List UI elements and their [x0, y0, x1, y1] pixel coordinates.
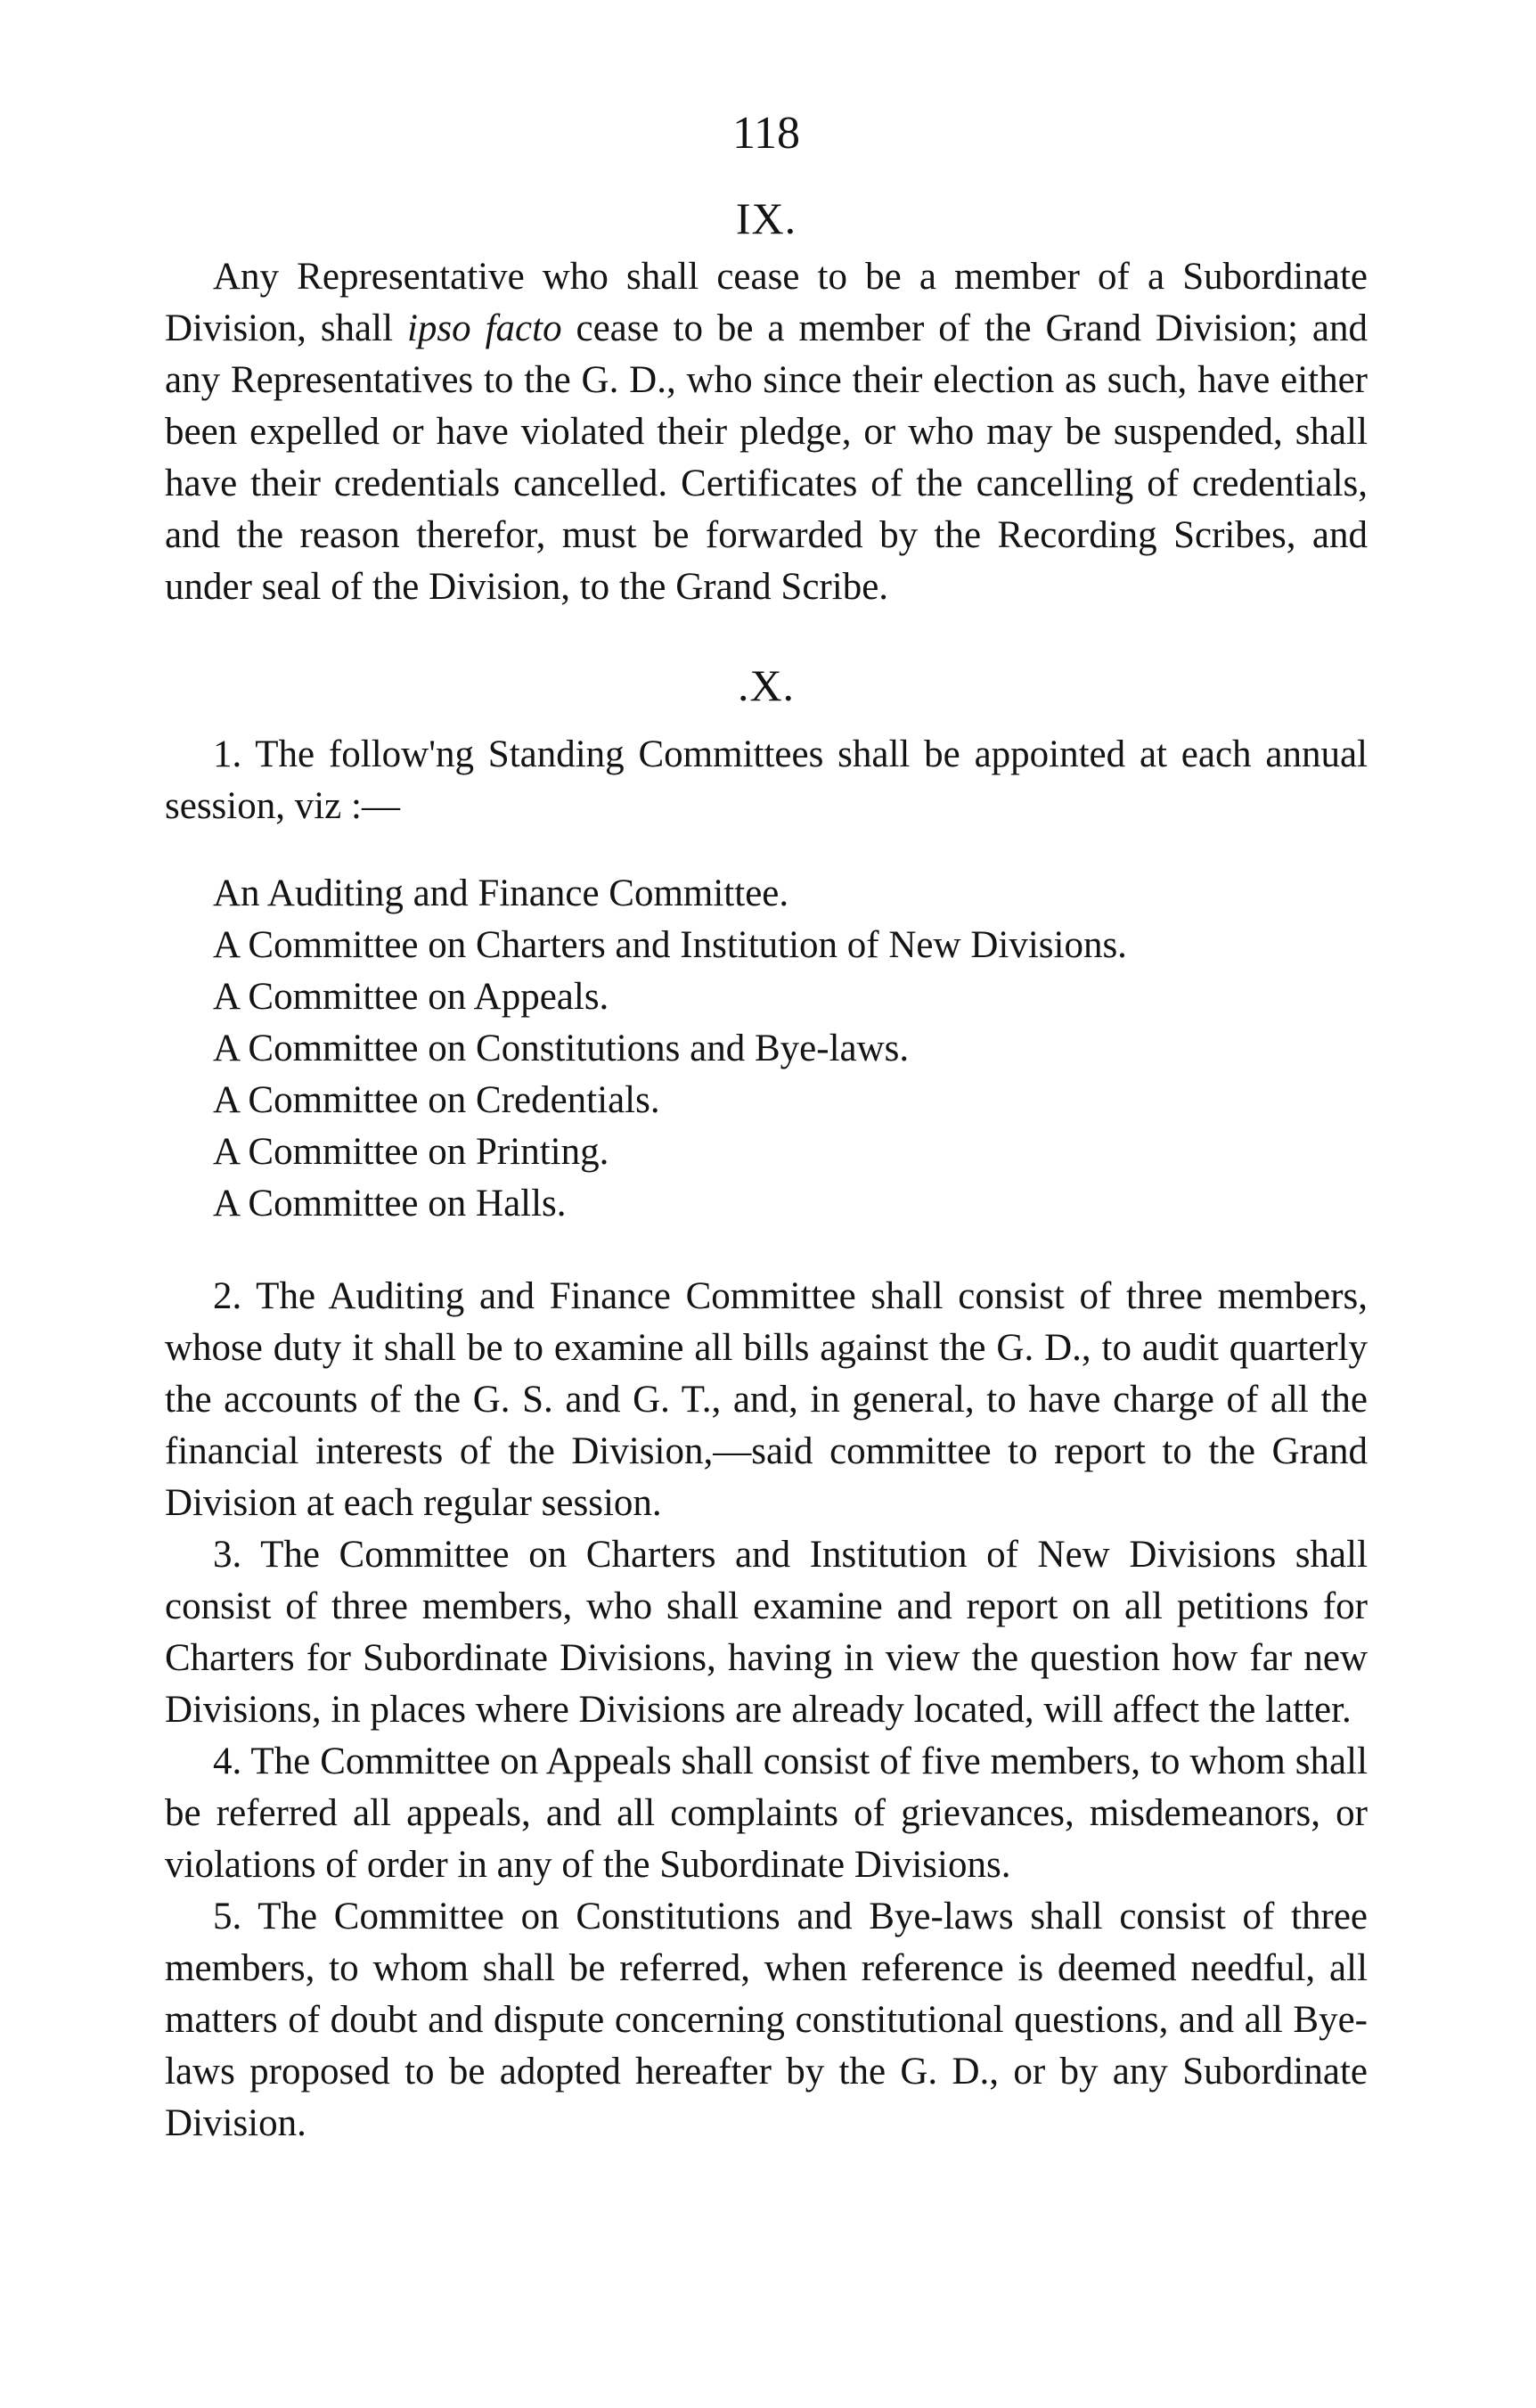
paragraph-4-appeals: 4. The Committee on Appeals shall consist of five members, to whom shall be referred all appeals, and all complaints of grievances, misdemeanors, or violations of order in any of the Subordinate Divisions. — [165, 1740, 1368, 1886]
section-ix-paragraph — [165, 251, 1368, 613]
committee-item-constitutions: A Committee on Constitutions and Bye-laws. — [213, 1028, 910, 1069]
section-heading-x: .X. — [737, 660, 796, 710]
committee-item-printing: A Committee on Printing. — [213, 1131, 609, 1173]
section-ix-text-end: cease to be a member of the Grand Division; and any Representatives to the G. D., who since their election as such, have either been expelled or have violated their pledge, or who may be suspended, shall have their credentials cancelled. Certificates of the cancelling of credentials, and the reason therefor, must be forwarded by the Recording Scribes, and under seal of the Division, to the Grand Scribe. — [165, 307, 1368, 608]
committee-item-auditing-finance: An Auditing and Finance Committee. — [213, 872, 789, 914]
committee-item-charters: A Committee on Charters and Institution of New Divisions. — [213, 924, 1127, 966]
committee-item-appeals: A Committee on Appeals. — [213, 976, 609, 1018]
paragraph-3-charters: 3. The Committee on Charters and Institution of New Divisions shall consist of three members, who shall examine and report on all petitions for Charters for Subordinate Divisions, having in view the question how far new Divisions, in places where Divisions are already located, will affect the latter. — [165, 1534, 1368, 1731]
section-ix-italic-phrase: ipso facto — [406, 307, 562, 349]
paragraph-2-auditing: 2. The Auditing and Finance Committee shall consist of three members, whose duty it shall be to examine all bills against the G. D., to audit quarterly the accounts of the G. S. and G. T., and, in general, to have charge of all the financial interests of the Division,—said committee to report to the Grand Division at each regular session. — [165, 1275, 1368, 1524]
section-x-intro: 1. The follow'ng Standing Committees shall be appointed at each annual session, viz :— — [165, 733, 1368, 827]
document-page — [165, 107, 1368, 2150]
committee-item-halls: A Committee on Halls. — [213, 1183, 567, 1224]
page-number: 118 — [731, 108, 801, 159]
paragraph-5-constitutions: 5. The Committee on Constitutions and Bye-laws shall consist of three members, to whom shall be referred, when reference is deemed needful, all matters of doubt and dispute concerning constitutional questions, and all Bye-laws proposed to be adopted hereafter by the G. D., or by any Subordinate Division. — [165, 1896, 1368, 2144]
committee-list — [213, 868, 1368, 1230]
committee-item-credentials: A Committee on Credentials. — [213, 1079, 660, 1121]
section-heading-ix: IX. — [735, 193, 797, 243]
section-x — [165, 659, 1368, 2150]
section-ix — [165, 192, 1368, 613]
section-ix-text-start: Any Representative who shall cease to be a member of a Subordinate Division, shall — [165, 256, 1368, 349]
